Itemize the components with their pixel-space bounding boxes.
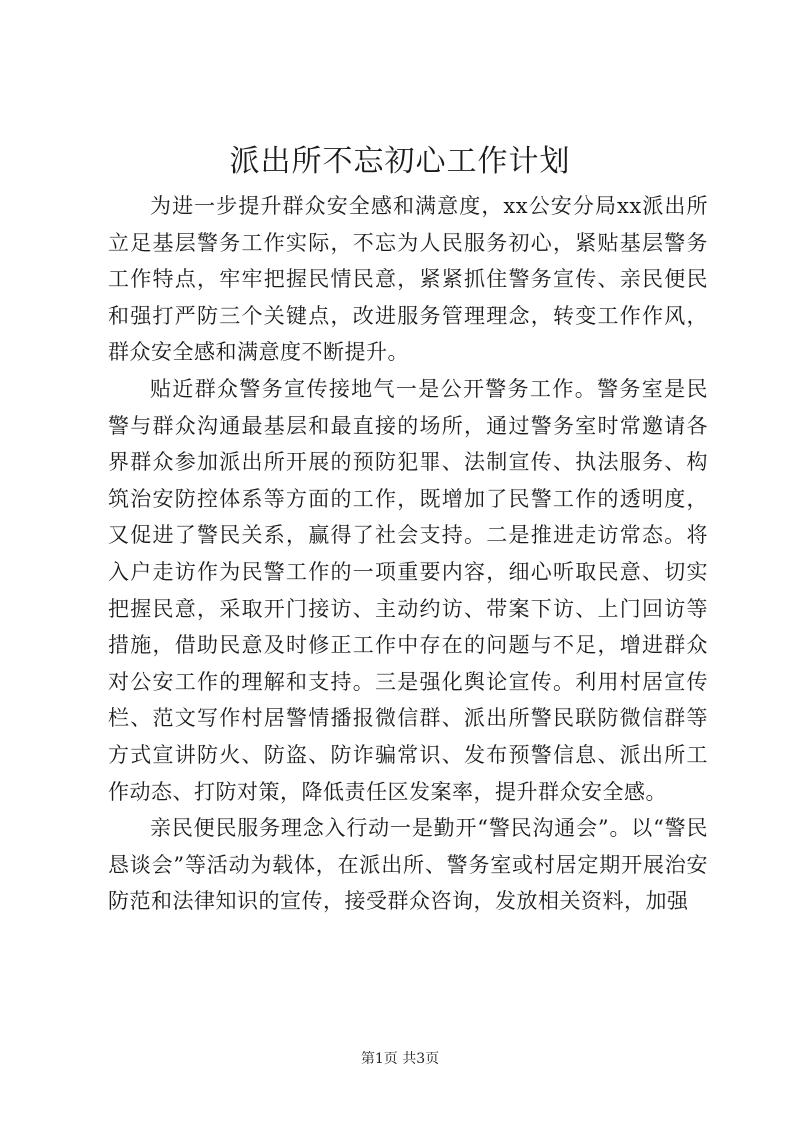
document-title: 派出所不忘初心工作计划: [229, 144, 571, 179]
paragraph-publicity: 贴近群众警务宣传接地气一是公开警务工作。警务室是民警与群众沟通最基层和最直接的场所，通过警务室时常邀请各界群众参加派出所开展的预防犯罪、法制宣传、执法服务、构筑治安防控体系等方面的工作，既增加了民警工作的透明度，又促进了警民关系，赢得了社会支持。二是推进走访常态。将入户走访作为民警工作的一项重要内容，细心听取民意、切实把握民意，采取开门接访、主动约访、带案下访、上门回访等措施，借助民意及时修正工作中存在的问题与不足，增进群众对公安工作的理解和支持。三是强化舆论宣传。利用村居宣传栏、范文写作村居警情播报微信群、派出所警民联防微信群等方式宣讲防火、防盗、防诈骗常识、发布预警信息、派出所工作动态、打防对策，降低责任区发案率，提升群众安全感。: [108, 376, 708, 804]
paragraph-intro: 为进一步提升群众安全感和满意度，xx公安分局xx派出所立足基层警务工作实际，不忘为人民服务初心，紧贴基层警务工作特点，牢牢把握民情民意，紧紧抓住警务宣传、亲民便民和强打严防三个关键点，改进服务管理理念，转变工作作风，群众安全感和满意度不断提升。: [108, 194, 708, 365]
paragraph-service: 亲民便民服务理念入行动一是勤开“警民沟通会”。以“警民恳谈会”等活动为载体，在派出所、警务室或村居定期开展治安防范和法律知识的宣传，接受群众咨询，发放相关资料，加强: [108, 816, 708, 914]
document-body: [108, 188, 708, 920]
page-footer: 第1页 共3页: [360, 1051, 440, 1067]
